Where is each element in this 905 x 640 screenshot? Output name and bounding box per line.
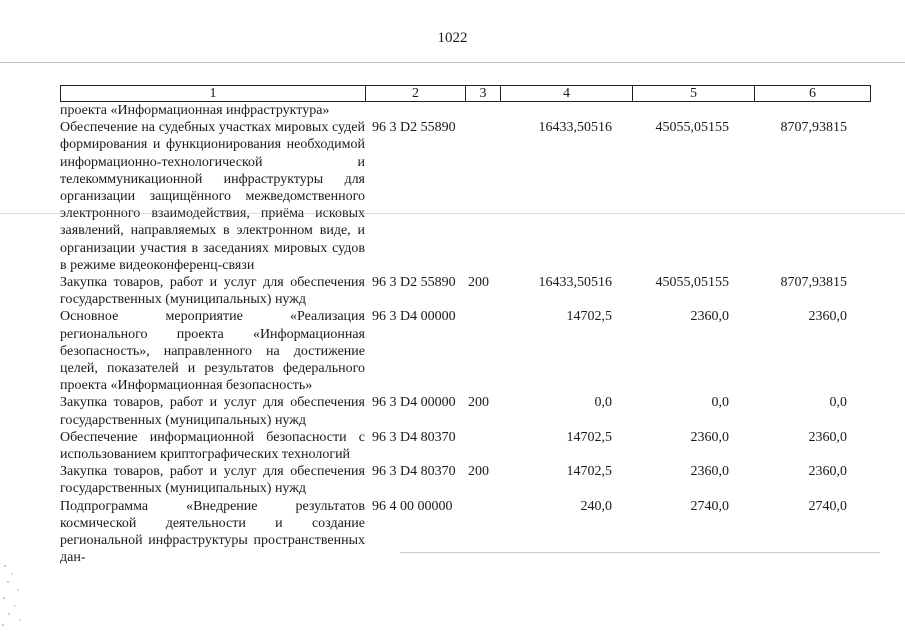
row-name: Подпрограмма «Внедрение результатов космической деятельности и создание региональной инфраструктуры пространственных дан- bbox=[60, 498, 365, 566]
page-number: 1022 bbox=[437, 30, 468, 46]
table-header bbox=[60, 85, 871, 102]
column-header-2: 2 bbox=[366, 86, 466, 101]
table-row bbox=[60, 394, 869, 428]
row-value-1 bbox=[500, 102, 632, 119]
table-row bbox=[60, 463, 869, 497]
scan-artifact-line bbox=[0, 62, 905, 63]
row-value-1: 14702,5 bbox=[566, 429, 612, 445]
row-value-2: 0,0 bbox=[711, 395, 729, 411]
row-value-2: 2740,0 bbox=[690, 498, 729, 514]
row-code: 96 3 D2 55890 bbox=[372, 120, 456, 136]
row-value-1: 14702,5 bbox=[566, 309, 612, 325]
row-code: 96 3 D4 80370 bbox=[372, 464, 456, 480]
scan-artifact-line bbox=[400, 552, 880, 553]
row-name: Закупка товаров, работ и услуг для обеспечения государственных (муниципальных) нужд bbox=[60, 464, 365, 497]
column-header-4: 4 bbox=[501, 86, 633, 101]
row-value-2: 2360,0 bbox=[690, 429, 729, 445]
row-type: 200 bbox=[468, 464, 489, 480]
row-value-3: 2360,0 bbox=[808, 464, 847, 480]
row-value-3: 2360,0 bbox=[808, 429, 847, 445]
row-type bbox=[465, 119, 500, 274]
row-value-2: 45055,05155 bbox=[655, 120, 729, 136]
row-type bbox=[465, 102, 500, 119]
row-value-3: 0,0 bbox=[829, 395, 847, 411]
scan-artifact-line bbox=[0, 213, 905, 214]
column-header-1: 1 bbox=[61, 86, 366, 101]
row-name: Закупка товаров, работ и услуг для обеспечения государственных (муниципальных) нужд bbox=[60, 395, 365, 428]
row-value-1: 14702,5 bbox=[566, 464, 612, 480]
row-value-1: 0,0 bbox=[594, 395, 612, 411]
row-name: Основное мероприятие «Реализация регионального проекта «Информационная безопасность», направленного на достижение целей, показателей и результатов федерального проекта «Информационная безопасность» bbox=[60, 309, 365, 394]
row-code: 96 4 00 00000 bbox=[372, 498, 453, 514]
table-row bbox=[60, 119, 869, 274]
row-name: Закупка товаров, работ и услуг для обеспечения государственных (муниципальных) нужд bbox=[60, 275, 365, 308]
row-value-1: 16433,50516 bbox=[538, 275, 612, 291]
scan-noise bbox=[0, 560, 40, 630]
row-value-2: 45055,05155 bbox=[655, 275, 729, 291]
row-value-1: 240,0 bbox=[580, 498, 612, 514]
column-header-3: 3 bbox=[466, 86, 501, 101]
row-value-1: 16433,50516 bbox=[538, 120, 612, 136]
column-header-6: 6 bbox=[809, 86, 816, 101]
row-name: Обеспечение на судебных участках мировых судей формирования и функционирования необходимой информационно-технологической и телекоммуникационной инфраструктуры для организации защищённого межведомственного электронного взаимодействия, приёма исковых заявлений, направляемых в электронном виде, и организации участия в заседаниях мировых судов в режиме видеоконференц-связи bbox=[60, 120, 365, 273]
row-code: 96 3 D4 00000 bbox=[372, 309, 456, 325]
row-value-2 bbox=[632, 102, 754, 119]
row-value-3: 2360,0 bbox=[808, 309, 847, 325]
row-type bbox=[465, 308, 500, 394]
row-value-3 bbox=[754, 102, 869, 119]
table-row bbox=[60, 429, 869, 463]
column-header-5: 5 bbox=[633, 86, 755, 101]
row-name: проекта «Информационная инфраструктура» bbox=[60, 103, 330, 118]
row-code: 96 3 D4 00000 bbox=[372, 395, 456, 411]
row-type: 200 bbox=[468, 275, 489, 291]
row-value-3: 8707,93815 bbox=[780, 275, 847, 291]
row-name: Обеспечение информационной безопасности с использованием криптографических технологий bbox=[60, 429, 365, 463]
row-value-2: 2360,0 bbox=[690, 464, 729, 480]
row-type bbox=[465, 498, 500, 567]
table-body bbox=[60, 102, 869, 566]
row-code: 96 3 D2 55890 bbox=[372, 275, 456, 291]
table-row bbox=[60, 274, 869, 308]
table-row bbox=[60, 498, 869, 567]
table-row bbox=[60, 308, 869, 394]
row-value-3: 2740,0 bbox=[808, 498, 847, 514]
row-type bbox=[465, 429, 500, 463]
row-type: 200 bbox=[468, 395, 489, 411]
row-value-2: 2360,0 bbox=[690, 309, 729, 325]
row-code: 96 3 D4 80370 bbox=[372, 429, 456, 445]
row-value-3: 8707,93815 bbox=[780, 120, 847, 136]
table-row bbox=[60, 102, 869, 119]
row-code bbox=[365, 102, 465, 119]
